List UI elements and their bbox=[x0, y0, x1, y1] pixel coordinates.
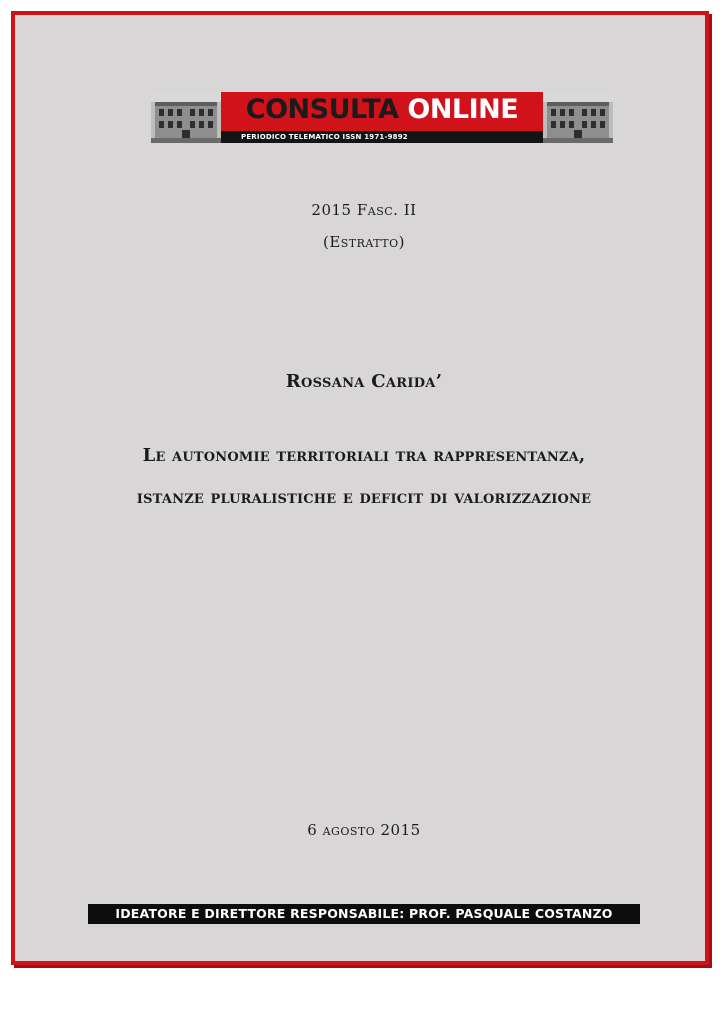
masthead bbox=[151, 92, 613, 143]
author-name: Rossana Carida’ bbox=[285, 371, 443, 392]
brand-subtitle: PERIODICO TELEMATICO ISSN 1971-9892 bbox=[241, 133, 408, 141]
article-title-line-1: Le autonomie territoriali tra rappresentanza, bbox=[142, 445, 586, 466]
palazzo-della-consulta-icon bbox=[543, 92, 613, 143]
brand-word-consulta: CONSULTA bbox=[245, 94, 399, 125]
publication-date: 6 agosto 2015 bbox=[307, 821, 421, 839]
issue-line: 2015 Fasc. II bbox=[311, 201, 417, 219]
palazzo-della-consulta-icon bbox=[151, 92, 221, 143]
brand-word-online: ONLINE bbox=[407, 94, 519, 125]
brand-strip bbox=[221, 131, 543, 143]
footer-director-bar: IDEATORE E DIRETTORE RESPONSABILE: PROF. PASQUALE COSTANZO bbox=[88, 904, 640, 924]
extract-label: (Estratto) bbox=[322, 233, 406, 251]
brand-title bbox=[221, 94, 543, 126]
article-title-line-2: istanze pluralistiche e deficit di valorizzazione bbox=[136, 487, 592, 508]
brand-banner bbox=[221, 92, 543, 143]
document-page bbox=[11, 11, 709, 965]
